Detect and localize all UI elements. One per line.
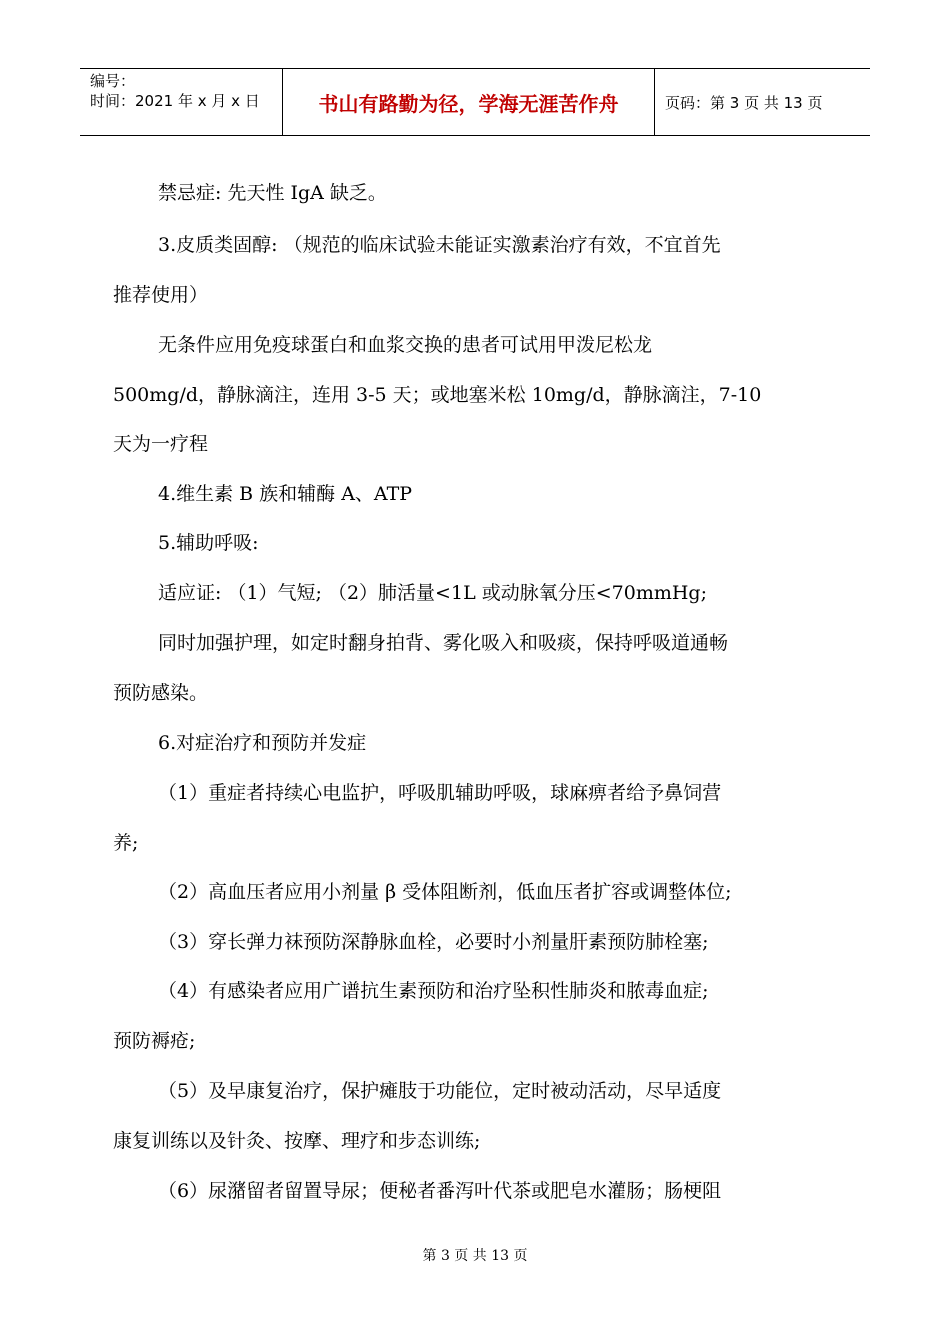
- body-line: （5）及早康复治疗，保护瘫肢于功能位，定时被动活动，尽早适度: [158, 1080, 722, 1102]
- body-line: 6.对症治疗和预防并发症: [158, 732, 367, 754]
- page-header: [80, 68, 870, 136]
- body-line: （3）穿长弹力袜预防深静脉血栓，必要时小剂量肝素预防肺栓塞;: [158, 931, 709, 953]
- body-line: 适应证: （1）气短; （2）肺活量<1L 或动脉氧分压<70mmHg;: [158, 582, 707, 604]
- document-number-label: 编号：: [90, 72, 136, 90]
- page-footer: 第 3 页 共 13 页: [422, 1248, 528, 1264]
- body-line: 天为一疗程: [113, 433, 209, 455]
- body-line: 禁忌症: 先天性 IgA 缺乏。: [158, 182, 387, 204]
- header-meta-cell: [80, 69, 283, 135]
- body-line: （1）重症者持续心电监护，呼吸肌辅助呼吸，球麻痹者给予鼻饲营: [158, 782, 722, 804]
- body-line: （2）高血压者应用小剂量 β 受体阻断剂，低血压者扩容或调整体位;: [158, 881, 732, 903]
- body-line: （6）尿潴留者留置导尿；便秘者番泻叶代茶或肥皂水灌肠；肠梗阻: [158, 1180, 722, 1202]
- body-line: 养;: [113, 832, 139, 854]
- header-page-cell: [655, 69, 870, 135]
- header-motto: 书山有路勤为径，学海无涯苦作舟: [318, 92, 619, 116]
- body-line: 推荐使用）: [113, 284, 209, 306]
- body-line: 预防褥疮;: [113, 1030, 196, 1052]
- body-line: （4）有感染者应用广谱抗生素预防和治疗坠积性肺炎和脓毒血症;: [158, 980, 709, 1002]
- body-line: 同时加强护理，如定时翻身拍背、雾化吸入和吸痰，保持呼吸道通畅: [158, 632, 729, 654]
- body-line: 5.辅助呼吸:: [158, 532, 259, 554]
- body-line: 康复训练以及针灸、按摩、理疗和步态训练;: [113, 1130, 481, 1152]
- body-line: 3.皮质类固醇: （规范的临床试验未能证实激素治疗有效，不宜首先: [158, 234, 721, 256]
- header-page-number: 页码：第 3 页 共 13 页: [665, 94, 823, 112]
- body-line: 4.维生素 B 族和辅酶 A、ATP: [158, 483, 413, 505]
- body-line: 无条件应用免疫球蛋白和血浆交换的患者可试用甲泼尼松龙: [158, 334, 653, 356]
- document-date-label: 时间：2021 年 x 月 x 日: [90, 92, 260, 110]
- body-line: 预防感染。: [113, 682, 209, 704]
- body-line: 500mg/d，静脉滴注，连用 3-5 天；或地塞米松 10mg/d，静脉滴注，7-10: [113, 384, 762, 406]
- header-motto-cell: [283, 69, 655, 135]
